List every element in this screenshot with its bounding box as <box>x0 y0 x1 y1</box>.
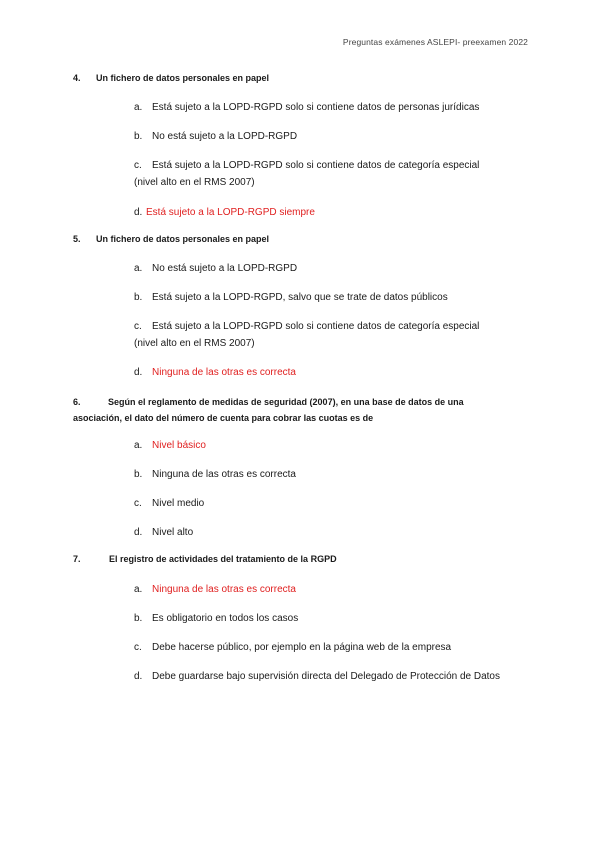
q4-option-c <box>134 157 479 191</box>
q4-option-d <box>134 204 315 221</box>
option-text: Debe hacerse público, por ejemplo en la página web de la empresa <box>152 642 452 653</box>
question-6 <box>73 394 493 426</box>
option-text: Debe guardarse bajo supervisión directa del Delegado de Protección de Datos <box>152 671 500 682</box>
q5-option-b <box>134 289 448 306</box>
q6-option-b <box>134 466 296 483</box>
option-text-correct: Nivel básico <box>152 440 206 451</box>
option-letter: b. <box>134 131 143 142</box>
q6-option-c <box>134 495 204 512</box>
page-header: Preguntas exámenes ASLEPI- preexamen 2022 <box>342 37 528 47</box>
option-text: Está sujeto a la LOPD-RGPD solo si contiene datos de categoría especial <box>152 160 480 171</box>
option-letter: d. <box>134 671 143 682</box>
option-text-correct: Ninguna de las otras es correcta <box>152 584 296 595</box>
option-letter: d. <box>134 207 143 218</box>
option-text: No está sujeto a la LOPD-RGPD <box>152 263 298 274</box>
option-text: No está sujeto a la LOPD-RGPD <box>152 131 298 142</box>
option-text: Ninguna de las otras es correcta <box>152 469 296 480</box>
option-letter: a. <box>134 102 143 113</box>
q5-option-d <box>134 364 296 381</box>
option-letter: b. <box>134 469 143 480</box>
question-text: El registro de actividades del tratamiento de la RGPD <box>109 554 337 564</box>
option-text-continued: (nivel alto en el RMS 2007) <box>134 338 255 349</box>
option-text-continued: (nivel alto en el RMS 2007) <box>134 177 255 188</box>
question-5 <box>73 234 269 244</box>
question-7 <box>73 554 337 564</box>
q7-option-d <box>134 668 504 685</box>
question-number: 6. <box>73 397 81 407</box>
option-letter: c. <box>134 642 142 653</box>
option-letter: c. <box>134 498 142 509</box>
option-text: Está sujeto a la LOPD-RGPD, salvo que se trate de datos públicos <box>152 292 448 303</box>
question-text: Según el reglamento de medidas de seguridad (2007), en una base de datos de una asociación, el dato del número de cuenta para cobrar las cuotas es de <box>73 397 464 423</box>
option-letter: a. <box>134 584 143 595</box>
q7-option-b <box>134 610 298 627</box>
option-letter: b. <box>134 292 143 303</box>
question-number: 4. <box>73 73 81 83</box>
option-letter: d. <box>134 367 143 378</box>
option-text: Nivel alto <box>152 527 194 538</box>
question-number: 7. <box>73 554 81 564</box>
option-letter: d. <box>134 527 143 538</box>
option-text: Es obligatorio en todos los casos <box>152 613 299 624</box>
option-text: Está sujeto a la LOPD-RGPD solo si contiene datos de personas jurídicas <box>152 102 480 113</box>
q6-option-d <box>134 524 193 541</box>
question-text: Un fichero de datos personales en papel <box>96 73 270 83</box>
q4-option-a <box>134 99 479 116</box>
option-letter: b. <box>134 613 143 624</box>
q5-option-a <box>134 260 297 277</box>
q7-option-c <box>134 639 451 656</box>
q4-option-b <box>134 128 297 145</box>
q5-option-c <box>134 318 479 352</box>
question-text: Un fichero de datos personales en papel <box>96 234 270 244</box>
q7-option-a <box>134 581 296 598</box>
question-number: 5. <box>73 234 81 244</box>
question-4 <box>73 73 269 83</box>
option-text-correct: Está sujeto a la LOPD-RGPD siempre <box>146 207 315 218</box>
q6-option-a <box>134 437 206 454</box>
option-text: Nivel medio <box>152 498 205 509</box>
option-text-correct: Ninguna de las otras es correcta <box>152 367 296 378</box>
option-letter: c. <box>134 321 142 332</box>
option-text: Está sujeto a la LOPD-RGPD solo si contiene datos de categoría especial <box>152 321 480 332</box>
option-letter: c. <box>134 160 142 171</box>
option-letter: a. <box>134 263 143 274</box>
option-letter: a. <box>134 440 143 451</box>
